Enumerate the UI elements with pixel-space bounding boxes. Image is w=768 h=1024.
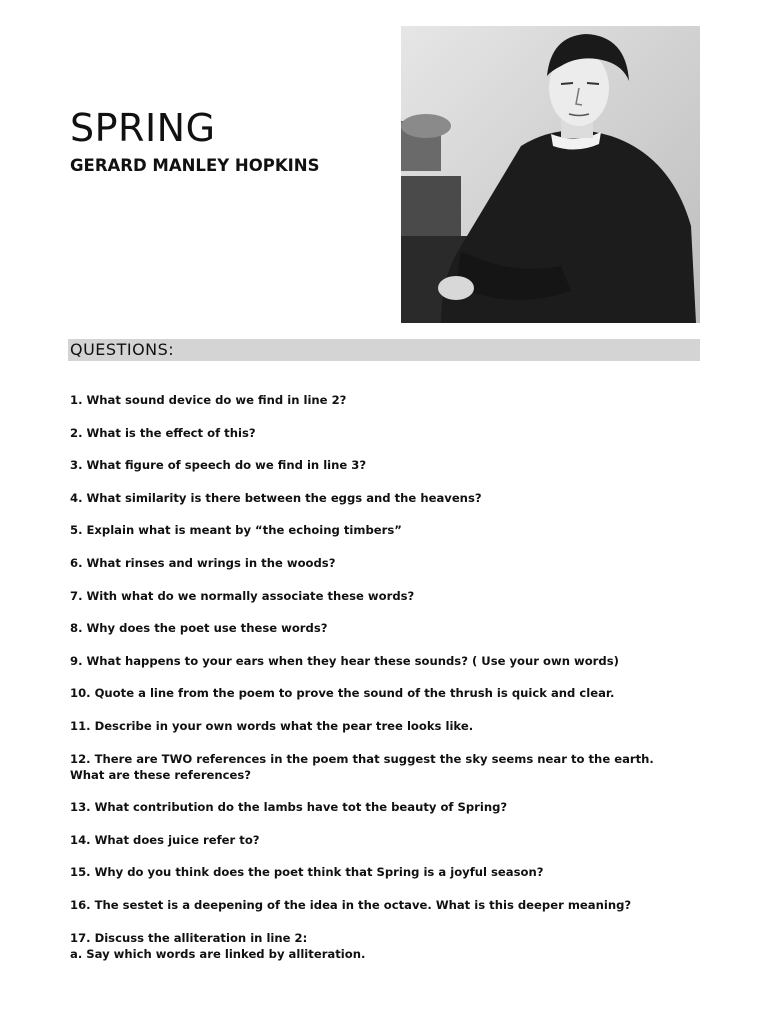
question-item: 17. Discuss the alliteration in line 2: a. Say which words are linked by alliteration. [70, 930, 670, 962]
questions-heading-bar [68, 339, 700, 361]
question-item: 7. With what do we normally associate these words? [70, 588, 415, 603]
question-item: 9. What happens to your ears when they hear these sounds? ( Use your own words) [70, 653, 619, 668]
questions-heading: QUESTIONS: [70, 340, 175, 359]
portrait-photo-icon [401, 26, 700, 323]
page-title: SPRING [70, 106, 216, 150]
question-item: 3. What figure of speech do we find in line 3? [70, 458, 367, 473]
portrait-image [401, 26, 700, 323]
question-item: 11. Describe in your own words what the pear tree looks like. [70, 718, 474, 733]
question-item: 15. Why do you think does the poet think that Spring is a joyful season? [70, 865, 544, 880]
question-item: 6. What rinses and wrings in the woods? [70, 555, 336, 570]
question-item: 5. Explain what is meant by “the echoing timbers” [70, 523, 402, 538]
question-item: 2. What is the effect of this? [70, 425, 256, 440]
question-item: 8. Why does the poet use these words? [70, 621, 328, 636]
question-item: 4. What similarity is there between the eggs and the heavens? [70, 490, 482, 505]
question-list [70, 392, 670, 978]
question-item: 12. There are TWO references in the poem that suggest the sky seems near to the earth. What are these references? [70, 751, 654, 782]
question-item: 14. What does juice refer to? [70, 832, 260, 847]
question-item: 1. What sound device do we find in line 2? [70, 393, 347, 407]
question-item: 16. The sestet is a deepening of the idea in the octave. What is this deeper meaning? [70, 897, 632, 912]
author-name: GERARD MANLEY HOPKINS [70, 156, 320, 175]
question-item: 13. What contribution do the lambs have tot the beauty of Spring? [70, 800, 508, 815]
question-subitem: a. Say which words are linked by alliteration. [70, 946, 366, 961]
question-item: 10. Quote a line from the poem to prove the sound of the thrush is quick and clear. [70, 686, 615, 701]
